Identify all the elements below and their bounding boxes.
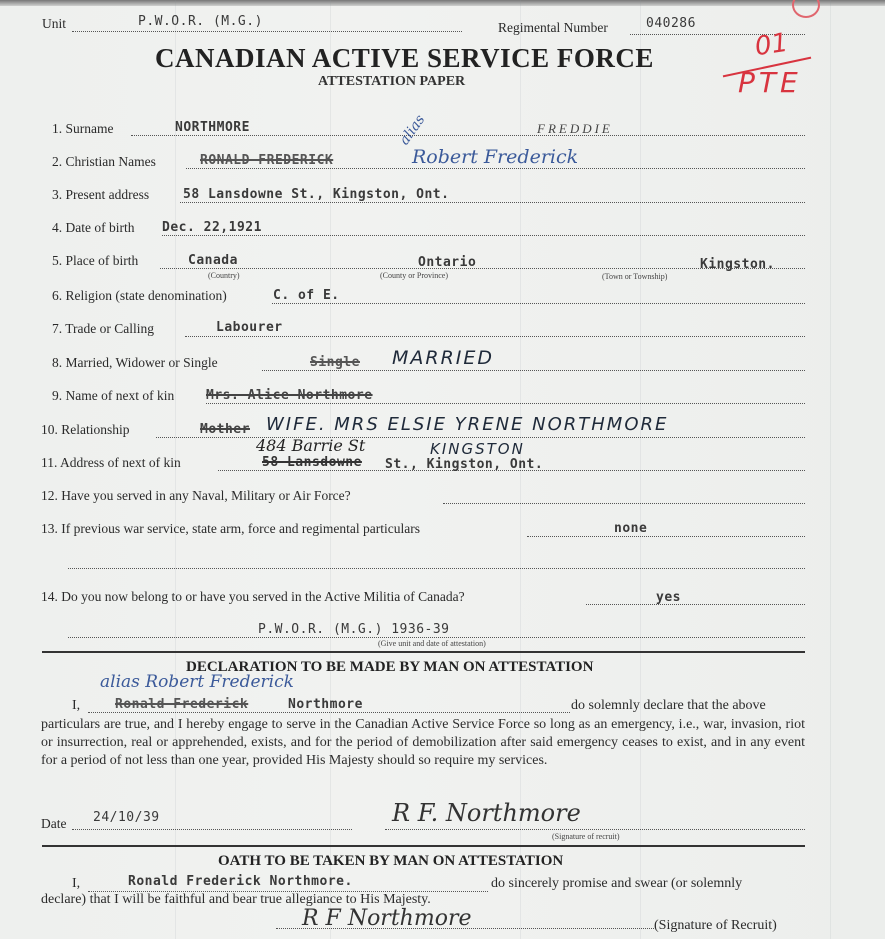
declaration-name: Northmore (288, 697, 363, 712)
declaration-name-struck: Ronald Frederick (115, 697, 249, 712)
militia-unit-value: P.W.O.R. (M.G.) 1936-39 (258, 622, 450, 637)
surname-label: Surname (65, 121, 114, 136)
red-annotation-rank: PTE (738, 66, 802, 99)
relationship-handwritten: WIFE. MRS ELSIE YRENE NORTHMORE (266, 414, 669, 435)
oath-line2: declare) that I will be faithful and bear true allegiance to His Majesty. (41, 892, 431, 907)
surname-value: NORTHMORE (175, 120, 250, 135)
declaration-signature-caption: (Signature of recruit) (552, 832, 620, 841)
section-divider (42, 651, 805, 653)
kin-address-value: St., Kingston, Ont. (385, 457, 544, 472)
war-service-value: none (614, 521, 648, 536)
militia-value: yes (656, 590, 681, 605)
kin-address-label: Address of next of kin (60, 455, 181, 470)
document-title: CANADIAN ACTIVE SERVICE FORCE (155, 43, 654, 73)
declaration-signature: R F. Northmore (392, 799, 581, 827)
section-divider (42, 845, 805, 847)
attestation-paper: Unit P.W.O.R. (M.G.) Regimental Number 040286 CANADIAN ACTIVE SERVICE FORCE ATTESTATION PAPER 01 PTE 1. Surname NORTHMORE FREDDIE 2. Christian Names RONALD FREDERICK Robert Frederick alias 3. Present address 58 Lansdowne St., Kingston, Ont. 4. Date of birth Dec. 22,1921 5. Place of birth Canada Ontario Kingston. (Country) (County or Province) (Town or Township) 6. Religion (state denomination) C. of E. 7. Trade or Calling Labourer 8. Married, Widower or Single Single MARRIED 9. Name of next of kin Mrs. Alice Northmore 10. Relationship Mother WIFE. MRS ELSIE YRENE NORTHMORE 484 Barrie St KINGSTON 11. Address of next of kin 58 Lansdowne St., Kingston, Ont. 12. Have you served in any Naval, Military or Air Force? 13. If previous war service, state arm, force and regimental particulars none 14. Do you now belong to or have you served in the Active Militia of Canada? yes P.W.O.R. (M.G.) 1936-39 (Give unit and date of attestation) DECLARATION TO BE MADE BY MAN ON ATTESTATION alias Robert Frederick I, Ronald Frederick Northmore do solemnly declare that the above particulars are true, and I hereby engage to serve in the Canadian Active Service Force so long as an emergency, i.e., war, invasion, riot or insurrection, real or apprehended, exists, and for the period of demobilization after said emergency ceases to exist, and in any event for a period of not less than one year, provided His Majesty should so require my services. Date 24/10/39 R F. Northmore (Signature of recruit) OATH TO BE TAKEN BY MAN ON ATTESTATION I, Ronald Frederick Northmore. do sincerely promise and swear (or solemnly declare) that I will be faithful and bear true allegiance to His Majesty. R F Northmore (Signature of Recruit) (0, 0, 885, 939)
declaration-alias-handwritten: alias Robert Frederick (100, 672, 294, 692)
christian-names-struck: RONALD FREDERICK (200, 153, 334, 168)
kin-address-handwritten-city: KINGSTON (430, 440, 525, 458)
declaration-heading: DECLARATION TO BE MADE BY MAN ON ATTESTATION (186, 659, 594, 675)
marital-status-struck: Single (310, 355, 360, 370)
present-address-value: 58 Lansdowne St., Kingston, Ont. (183, 187, 450, 202)
birth-town-value: Kingston. (700, 257, 775, 272)
declaration-body: particulars are true, and I hereby engage to serve in the Canadian Active Service Force so long as an emergency, i.e., war, invasion, riot or insurrection, real or apprehended, exists, and for the period of demobilization after said emergency ceases to exist, and in any event for a period of not less than one year, provided His Majesty should so require my services. (41, 717, 805, 768)
date-of-birth-label: Date of birth (65, 220, 135, 235)
religion-value: C. of E. (273, 288, 340, 303)
relationship-struck: Mother (200, 422, 250, 437)
trade-value: Labourer (216, 320, 283, 335)
red-annotation-number: 01 (753, 27, 791, 63)
birth-province-value: Ontario (418, 255, 477, 270)
next-of-kin-label: Name of next of kin (65, 388, 175, 403)
place-of-birth-label: Place of birth (65, 253, 139, 268)
religion-label: Religion (state denomination) (65, 288, 227, 303)
unit-label: Unit (42, 16, 67, 31)
kin-address-struck: 58 Lansdowne (262, 455, 362, 470)
regimental-number-label: Regimental Number (498, 20, 608, 35)
province-caption: (County or Province) (380, 271, 448, 280)
oath-signature: R F Northmore (302, 906, 472, 931)
next-of-kin-struck: Mrs. Alice Northmore (206, 388, 373, 403)
town-caption: (Town or Township) (602, 272, 668, 281)
nickname-annotation: FREDDIE (537, 121, 613, 136)
red-circle-mark (792, 0, 820, 18)
militia-label: Do you now belong to or have you served in the Active Militia of Canada? (61, 589, 465, 604)
oath-name: Ronald Frederick Northmore. (128, 874, 353, 889)
christian-names-label: Christian Names (65, 154, 156, 169)
relationship-label: Relationship (61, 422, 130, 437)
marital-status-label: Married, Widower or Single (65, 355, 218, 370)
date-of-birth-value: Dec. 22,1921 (162, 220, 262, 235)
scan-edge (0, 0, 885, 6)
country-caption: (Country) (208, 271, 240, 280)
prior-service-label: Have you served in any Naval, Military or Air Force? (61, 488, 351, 503)
trade-label: Trade or Calling (65, 321, 155, 336)
unit-value: P.W.O.R. (M.G.) (138, 14, 263, 29)
war-service-label: If previous war service, state arm, force and regimental particulars (61, 521, 420, 536)
regimental-number-value: 040286 (646, 16, 696, 31)
alias-annotation: alias (396, 111, 429, 149)
document-subtitle: ATTESTATION PAPER (318, 74, 466, 89)
date-label: Date (41, 816, 67, 831)
oath-signature-caption: (Signature of Recruit) (654, 918, 777, 933)
marital-status-handwritten: MARRIED (392, 347, 495, 369)
kin-address-handwritten-street: 484 Barrie St (256, 436, 366, 455)
christian-names-handwritten: Robert Frederick (412, 146, 579, 168)
oath-heading: OATH TO BE TAKEN BY MAN ON ATTESTATION (218, 853, 564, 869)
birth-country-value: Canada (188, 253, 238, 268)
date-value: 24/10/39 (93, 810, 160, 825)
militia-unit-caption: (Give unit and date of attestation) (378, 639, 486, 648)
present-address-label: Present address (65, 187, 150, 202)
